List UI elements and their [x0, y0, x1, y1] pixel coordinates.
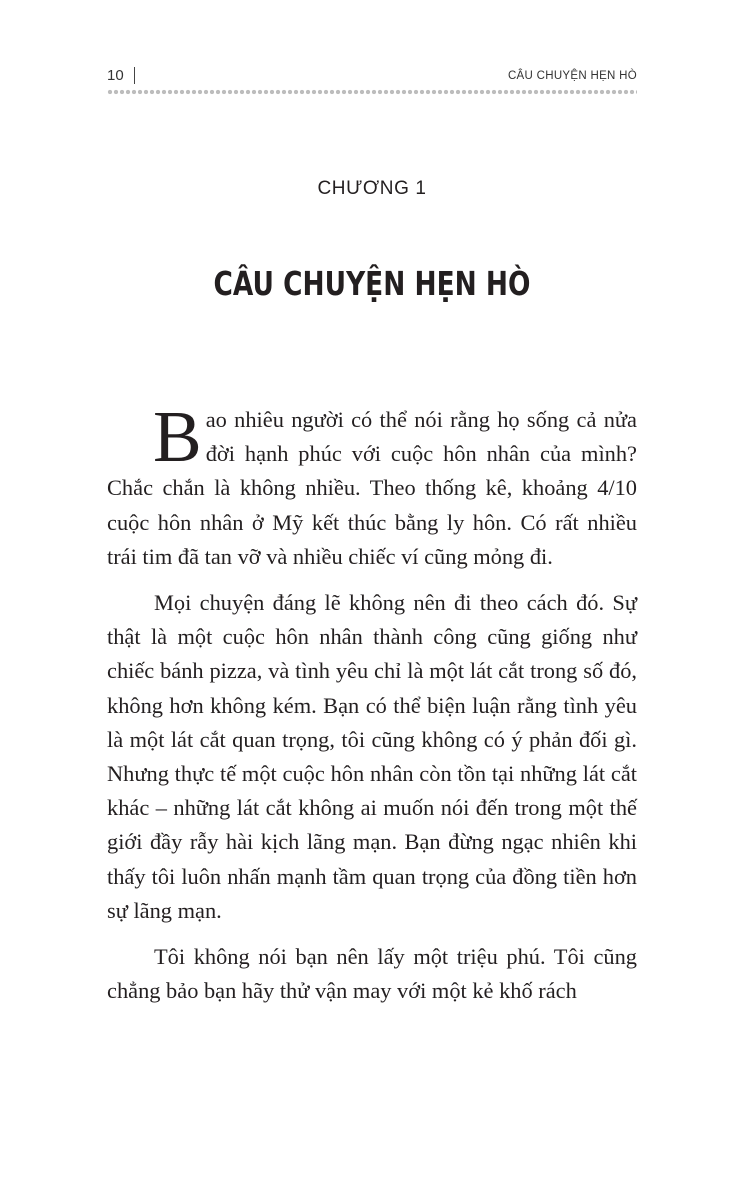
- page-number: 10: [107, 67, 124, 84]
- paragraph-3: Tôi không nói bạn nên lấy một triệu phú. Tôi cũng chẳng bảo bạn hãy thử vận may với một kẻ khố rách: [107, 944, 637, 1004]
- body-text: [107, 396, 637, 1008]
- paragraph-1: [107, 396, 637, 574]
- header-separator: [134, 67, 135, 84]
- running-header: [107, 66, 637, 88]
- header-dotted-rule: [107, 89, 637, 95]
- chapter-title: CÂU CHUYỆN HẸN HÒ: [213, 264, 531, 303]
- paragraph-2: Mọi chuyện đáng lẽ không nên đi theo cách đó. Sự thật là một cuộc hôn nhân thành công cũng giống như chiếc bánh pizza, và tình yêu chỉ là một lát cắt trong số đó, không hơn không kém. Bạn có thể biện luận rằng tình yêu là một lát cắt quan trọng, tôi cũng không có ý phản đối gì. Nhưng thực tế một cuộc hôn nhân còn tồn tại những lát cắt khác – những lát cắt không ai muốn nói đến trong một thế giới đầy rẫy hài kịch lãng mạn. Bạn đừng ngạc nhiên khi thấy tôi luôn nhấn mạnh tầm quan trọng của đồng tiền hơn sự lãng mạn.: [107, 590, 637, 923]
- paragraph-1-text: ao nhiêu người có thể nói rằng họ sống cả nửa đời hạnh phúc với cuộc hôn nhân của mình? Chắc chắn là không nhiều. Theo thống kê, khoảng 4/10 cuộc hôn nhân ở Mỹ kết thúc bằng ly hôn. Có rất nhiều trái tim đã tan vỡ và nhiều chiếc ví cũng mỏng đi.: [107, 407, 637, 569]
- running-title: CÂU CHUYỆN HẸN HÒ: [507, 70, 637, 82]
- drop-cap: B: [153, 396, 202, 477]
- chapter-label: CHƯƠNG 1: [317, 178, 427, 199]
